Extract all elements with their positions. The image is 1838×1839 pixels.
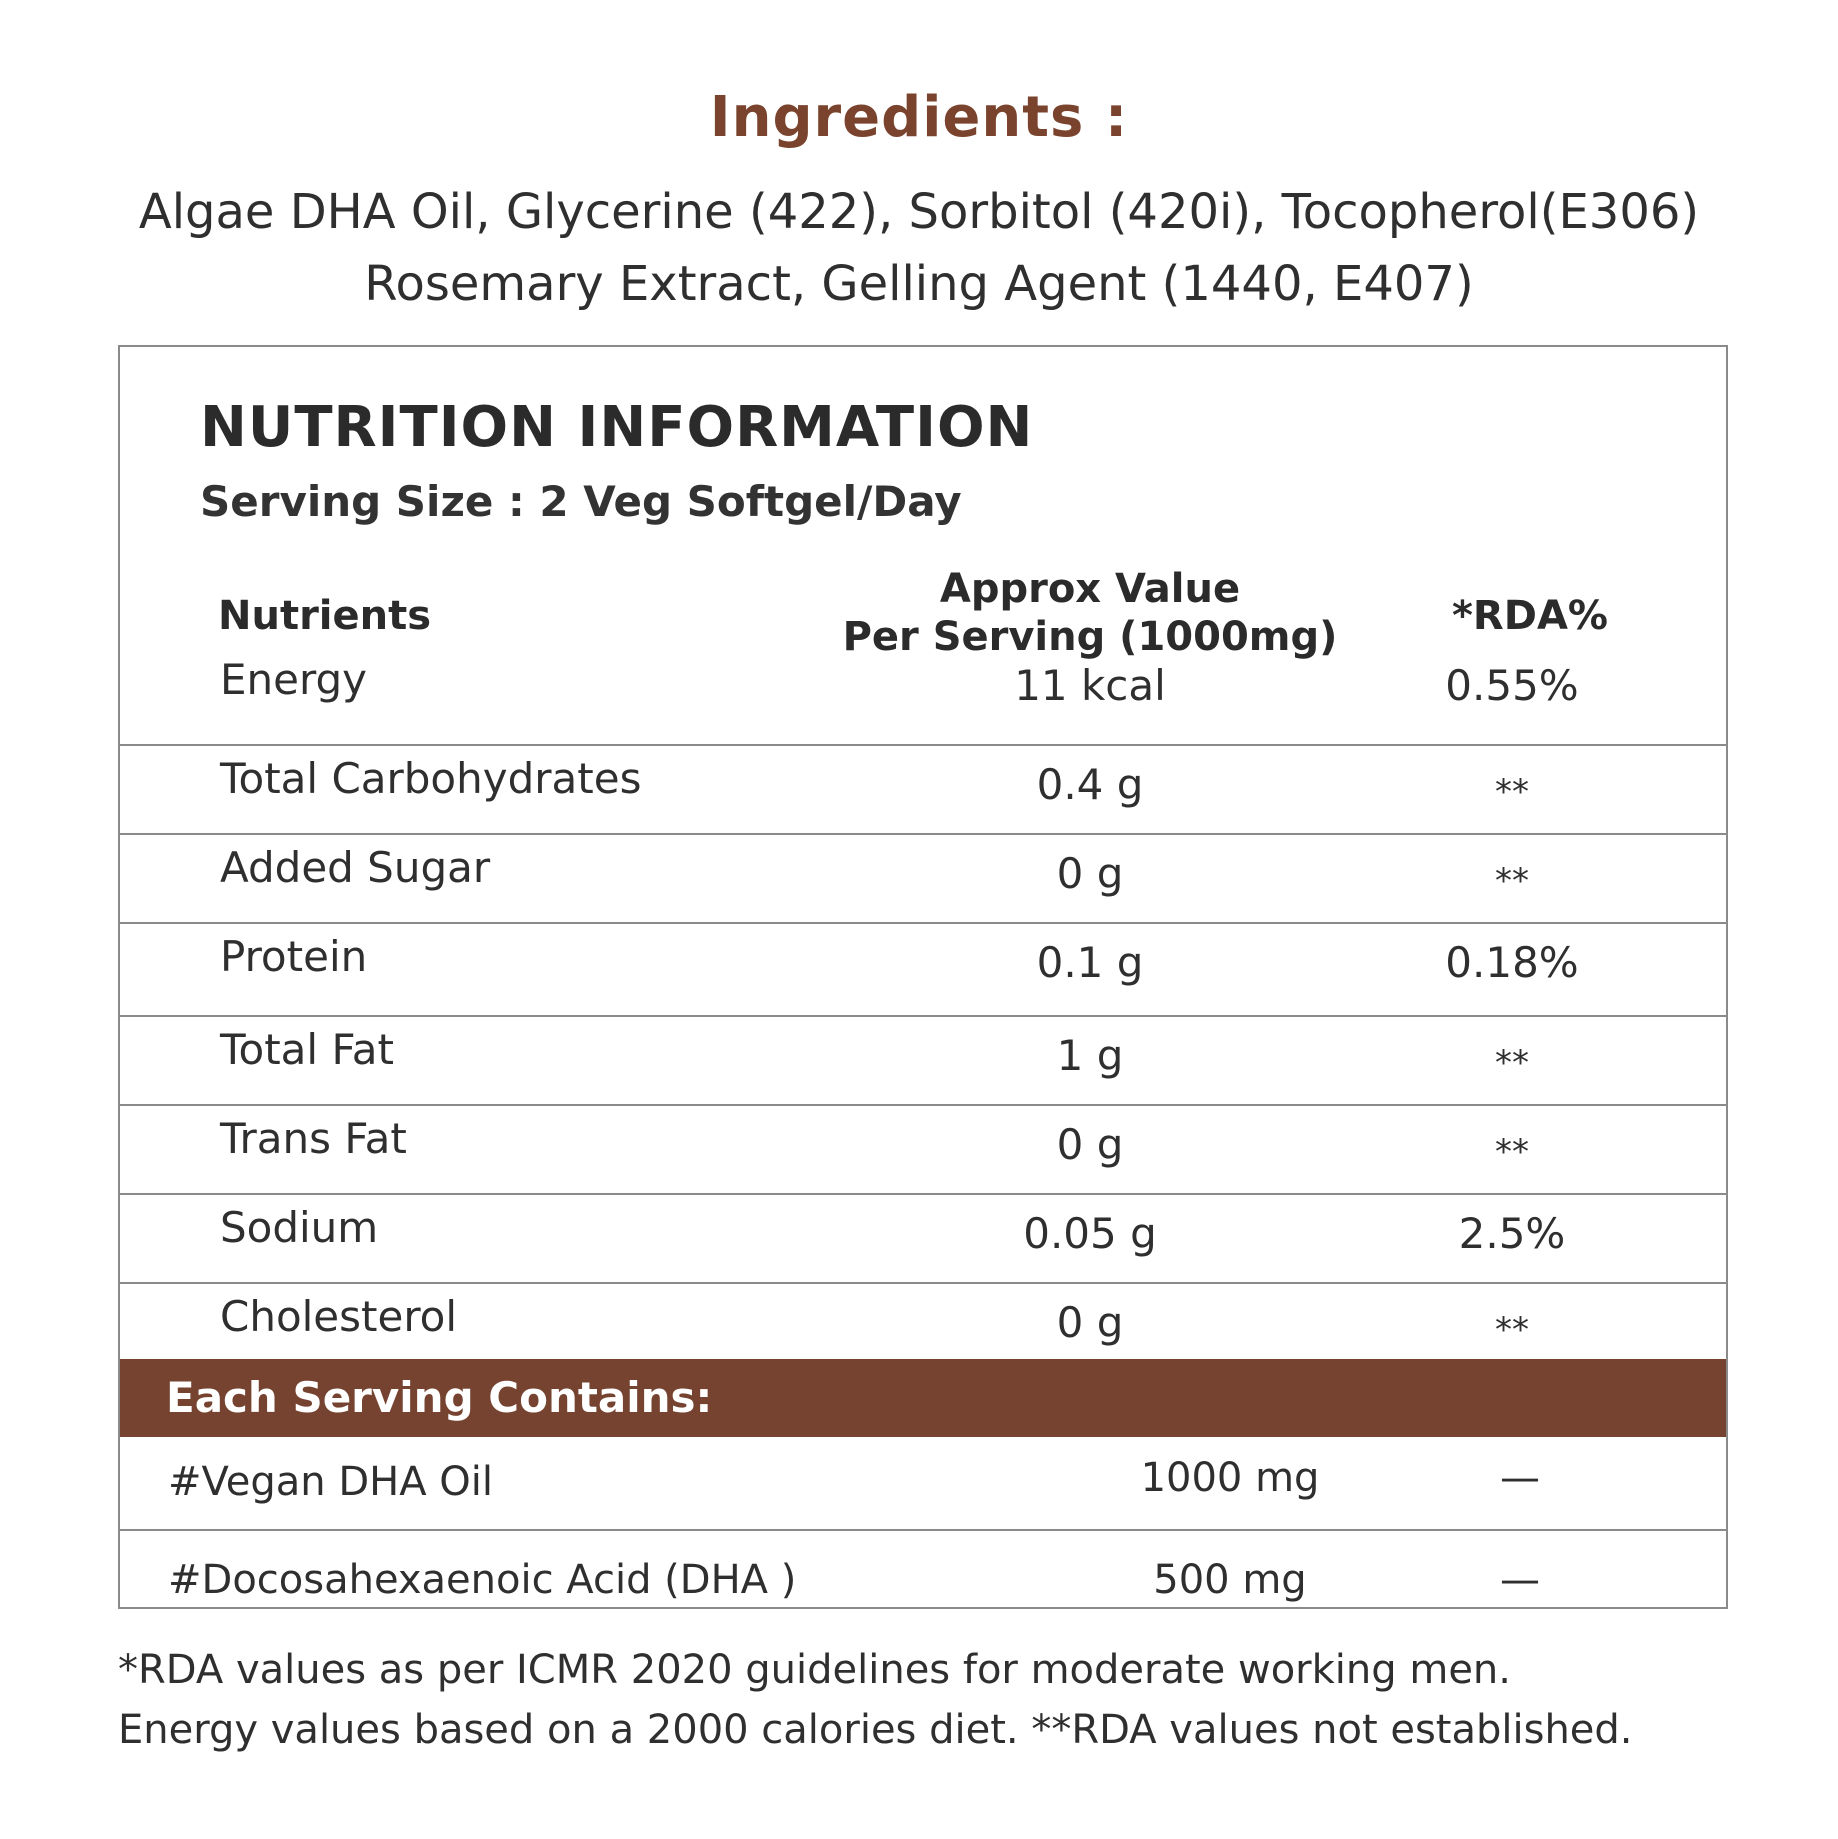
nutrient-rda: **: [1495, 861, 1529, 901]
table-row: [120, 1106, 1726, 1195]
nutrient-value: 0 g: [1056, 849, 1124, 898]
table-row: [120, 1284, 1726, 1367]
serving-item-value: 1000 mg: [1140, 1455, 1320, 1501]
footnote-line-2: Energy values based on a 2000 calories diet. **RDA values not established.: [118, 1707, 1633, 1753]
header-nutrients: Nutrients: [218, 593, 432, 639]
nutrient-name: Sodium: [220, 1203, 379, 1252]
table-row: [120, 746, 1726, 835]
serving-item-rda: —: [1500, 1455, 1540, 1501]
table-row: [120, 647, 1726, 746]
nutrient-rda: 0.55%: [1445, 661, 1579, 710]
serving-item-name: #Docosahexaenoic Acid (DHA ): [168, 1557, 797, 1603]
nutrition-table: [120, 647, 1726, 1367]
nutrient-name: Protein: [220, 932, 368, 981]
each-serving-bar: [120, 1359, 1726, 1437]
nutrient-rda: **: [1495, 1043, 1529, 1083]
nutrient-rda: 0.18%: [1445, 938, 1579, 987]
nutrition-panel: [118, 345, 1728, 1609]
nutrient-name: Cholesterol: [220, 1292, 458, 1341]
nutrient-value: 1 g: [1056, 1031, 1124, 1080]
nutrient-rda: **: [1495, 1132, 1529, 1172]
nutrition-title: NUTRITION INFORMATION: [200, 395, 1034, 460]
header-approx-line-1: Approx Value: [939, 566, 1241, 612]
table-row: [120, 835, 1726, 924]
nutrient-value: 0.4 g: [1036, 760, 1144, 809]
nutrient-name: Trans Fat: [220, 1114, 407, 1163]
serving-size: Serving Size : 2 Veg Softgel/Day: [200, 477, 962, 526]
nutrient-value: 0.05 g: [1023, 1209, 1157, 1258]
nutrient-name: Total Carbohydrates: [220, 754, 642, 803]
nutrient-rda: 2.5%: [1458, 1209, 1566, 1258]
nutrient-name: Energy: [220, 655, 368, 704]
nutrient-value: 0.1 g: [1036, 938, 1144, 987]
nutrient-rda: **: [1495, 772, 1529, 812]
nutrient-value: 11 kcal: [1014, 661, 1166, 710]
header-approx-line-2: Per Serving (1000mg): [842, 614, 1338, 660]
nutrient-name: Added Sugar: [220, 843, 491, 892]
footnote-line-1: *RDA values as per ICMR 2020 guidelines for moderate working men.: [118, 1647, 1511, 1693]
nutrient-rda: **: [1495, 1310, 1529, 1350]
ingredients-section: [0, 80, 1838, 320]
table-row: [120, 1531, 1726, 1619]
serving-item-name: #Vegan DHA Oil: [168, 1459, 494, 1505]
ingredients-line-2: Rosemary Extract, Gelling Agent (1440, E407): [364, 256, 1474, 312]
serving-item-rda: —: [1500, 1557, 1540, 1603]
each-serving-table: [120, 1437, 1726, 1619]
table-row: [120, 924, 1726, 1017]
ingredients-line-1: Algae DHA Oil, Glycerine (422), Sorbitol (420i), Tocopherol(E306): [138, 184, 1700, 240]
nutrient-value: 0 g: [1056, 1298, 1124, 1347]
each-serving-label: Each Serving Contains:: [166, 1373, 713, 1422]
footnote: [118, 1640, 1778, 1760]
header-rda: *RDA%: [1452, 593, 1608, 639]
serving-item-value: 500 mg: [1153, 1557, 1307, 1603]
table-row: [120, 1437, 1726, 1531]
table-row: [120, 1195, 1726, 1284]
nutrient-value: 0 g: [1056, 1120, 1124, 1169]
nutrient-name: Total Fat: [220, 1025, 394, 1074]
ingredients-title: Ingredients :: [709, 85, 1129, 150]
table-row: [120, 1017, 1726, 1106]
